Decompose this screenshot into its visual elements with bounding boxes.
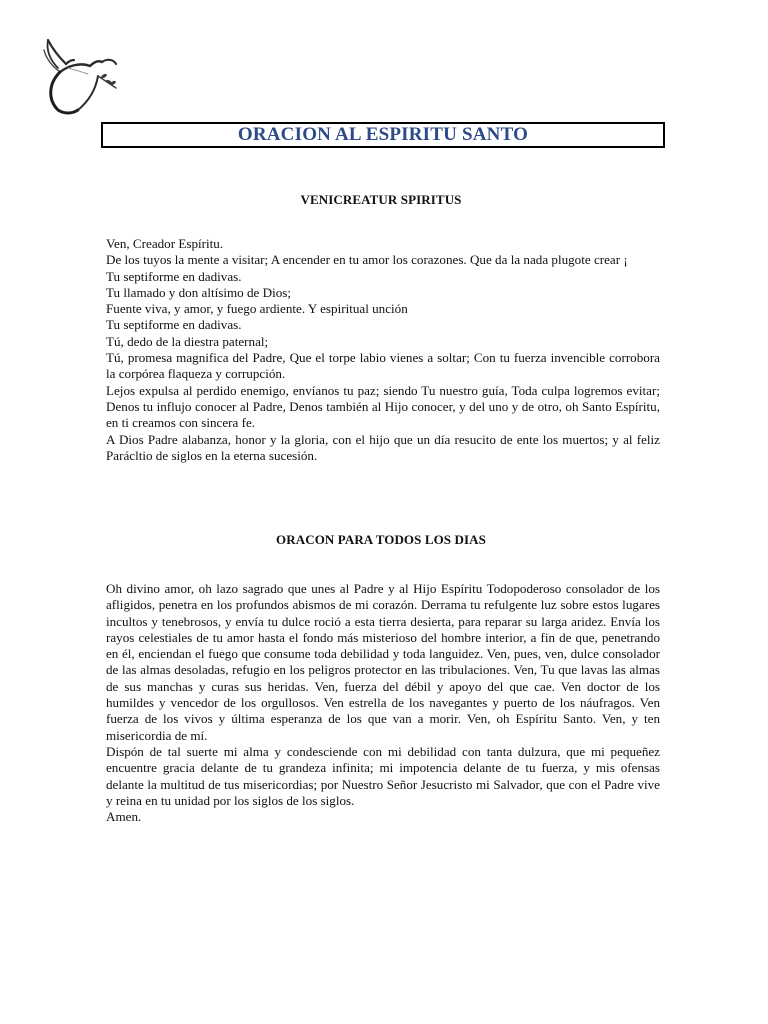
prayer-line: A Dios Padre alabanza, honor y la gloria, con el hijo que un día resucito de ente los muertos; y al feliz Parácltio de siglos en la eterna sucesión. [106,431,660,463]
dove-with-olive-branch-icon [38,36,122,118]
prayer-paragraph: Dispón de tal suerte mi alma y condesciende con mi debilidad con tanta dulzura, que mi pequeñez encuentre gracia delante de tu grandeza infinita; mi impotencia delante de tu fuerza, y mis ofensas delante la multitud de tus misericordias; por Nuestro Señor Jesucristo mi Salvador, que con el Padre vive y reina en tu unidad por los siglos de los siglos. [106,743,660,808]
prayer-line: De los tuyos la mente a visitar; A encender en tu amor los corazones. Que da la nada plugote crear ¡ [106,252,628,268]
section-heading-daily-prayer: ORACON PARA TODOS LOS DIAS [276,532,486,547]
section-heading-veni-creator: VENICREATUR SPIRITUS [300,192,462,207]
prayer-line: Lejos expulsa al perdido enemigo, envíanos tu paz; siendo Tu nuestro guía, Toda culpa logremos evitar; Denos tu influjo conocer al Padre, Denos también al Hijo conocer, y del uno y de otro, oh Santo Espíritu, en ti creamos con sincera fe. [106,382,660,431]
prayer-text-daily [106,581,660,825]
prayer-line: Tú, promesa magnifica del Padre, Que el torpe labio vienes a soltar; Con tu fuerza invencible corrobora la corpórea flaqueza y corrupción. [106,350,660,382]
prayer-line: Tu septiforme en dadivas. [106,317,242,333]
prayer-line: Fuente viva, y amor, y fuego ardiente. Y espiritual unción [106,301,408,317]
page-title: ORACION AL ESPIRITU SANTO [237,124,529,145]
prayer-paragraph: Oh divino amor, oh lazo sagrado que unes al Padre y al Hijo Espíritu Todopoderoso consolador de los afligidos, penetra en los profundos abismos de mi corazón. Derrama tu refulgente luz sobre estos lugares incultos y tenebrosos, y envía tu dulce roció a esta tierra desierta, para reparar su larga aridez. Envía los rayos celestiales de tu amor hasta el fondo más misterioso del hombre interior, a fin de que, penetrando en él, enciendan el fuego que consume toda debilidad y toda languidez. Ven, pues, ven, dulce consolador de las almas desoladas, refugio en los peligros protector en las tribulaciones. Ven, Tu que lavas las almas de sus manchas y curas sus heridas. Ven, fuerza del débil y apoyo del que cae. Ven doctor de los humildes y vencedor de los orgullosos. Ven estrella de los navegantes y puerto de los náufragos. Ven fuerza de los vivos y última esperanza de los que van a morir. Ven, oh Espíritu Santo. Ven, y ten misericordia de mí. [106,581,660,743]
prayer-text-veni-creator [106,236,660,464]
prayer-line: Tú, dedo de la diestra paternal; [106,333,269,349]
prayer-line: Ven, Creador Espíritu. [106,236,224,251]
prayer-line: Tu llamado y don altísimo de Dios; [106,284,292,300]
title-box [101,122,665,148]
prayer-closing: Amen. [106,809,142,825]
prayer-line: Tu septiforme en dadivas. [106,268,242,284]
